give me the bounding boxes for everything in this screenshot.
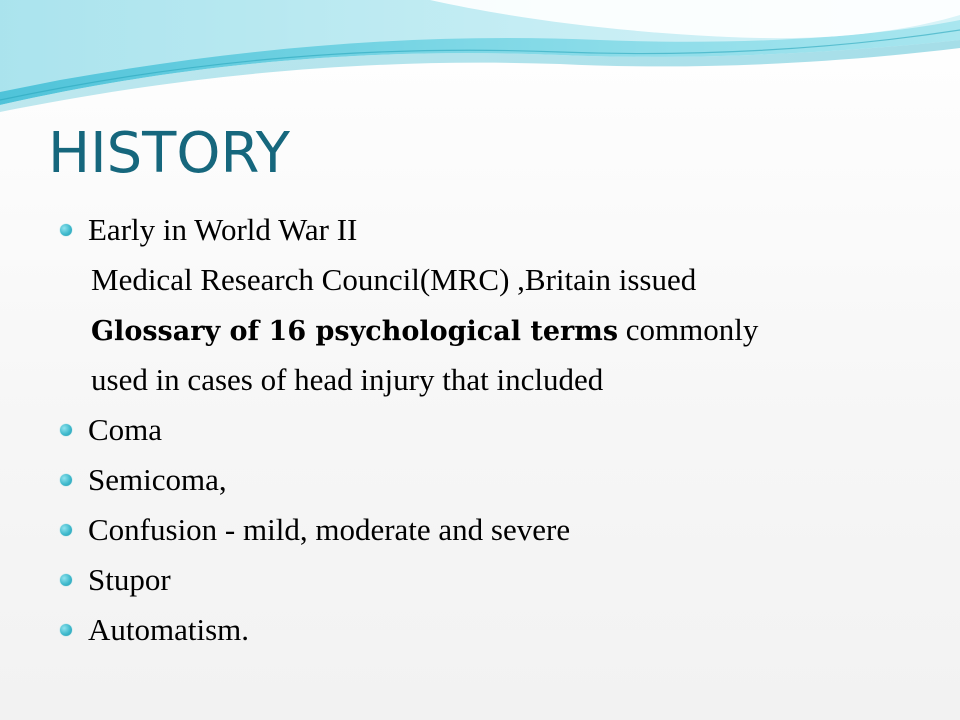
list-item <box>60 405 940 455</box>
list-item-continuation <box>60 255 940 305</box>
list-item <box>60 455 940 505</box>
list-item <box>60 555 940 605</box>
bullet-icon <box>60 624 72 636</box>
bullet-icon <box>60 424 72 436</box>
list-item-text: Confusion - mild, moderate and severe <box>88 512 571 547</box>
list-item <box>60 605 940 655</box>
slide-title: HISTORY <box>48 121 290 186</box>
bullet-icon <box>60 224 72 236</box>
bullet-icon <box>60 574 72 586</box>
glossary-term-bold: Glossary of 16 psychological terms <box>91 316 619 347</box>
bullet-icon <box>60 474 72 486</box>
list-item-continuation <box>60 305 940 355</box>
list-item-text: Stupor <box>88 562 171 597</box>
list-item-text: commonly <box>618 312 759 347</box>
list-item <box>60 205 940 255</box>
list-item-text: Automatism. <box>88 612 250 647</box>
bullet-icon <box>60 524 72 536</box>
list-item-text: Semicoma, <box>88 462 227 497</box>
wave-header-decoration <box>0 0 960 130</box>
list-item <box>60 505 940 555</box>
list-item-text: used in cases of head injury that included <box>91 362 604 397</box>
list-item-text: Early in World War II <box>88 212 358 247</box>
list-item-continuation <box>60 355 940 405</box>
slide-content <box>60 205 940 655</box>
list-item-text: Medical Research Council(MRC) ,Britain issued <box>91 262 697 297</box>
list-item-text: Coma <box>88 412 163 447</box>
